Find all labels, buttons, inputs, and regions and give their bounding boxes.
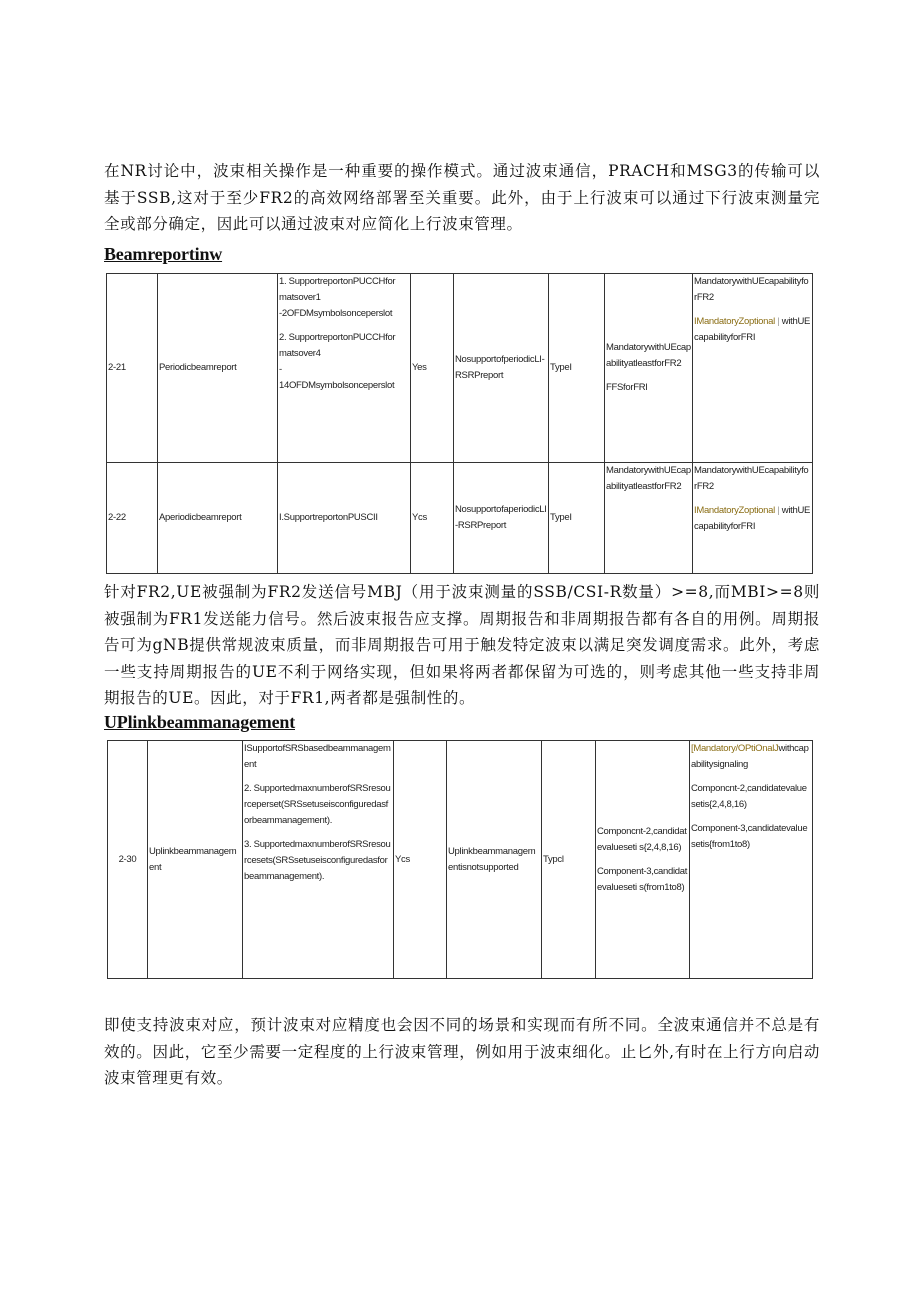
feature-name: Aperiodicbeamreport	[158, 463, 278, 574]
consequence-cell: NosupportofaperiodicLI-RSRPreport	[454, 463, 549, 574]
section-heading-uplink: UPlinkbeammanagement	[104, 712, 295, 732]
separator-bar: |	[777, 505, 780, 516]
mandatory-cell	[693, 274, 813, 463]
component-line: 14OFDMsymbolsonceperslot	[279, 380, 395, 391]
components-cell	[243, 741, 394, 979]
mandatory-optional-label: [Mandatory/OPtiOnalJ	[691, 743, 779, 754]
component-line: matsover1	[279, 292, 321, 303]
feature-name: Uplinkbeammanagement	[148, 741, 243, 979]
table-row	[107, 463, 813, 574]
mandatory-line: withUEcapabilityforFRI	[694, 505, 811, 532]
mandatory-optional-label: IMandatoryZoptional	[694, 505, 775, 516]
component-line: matsover4	[279, 348, 321, 359]
mandatory-line: withUEcapabilityforFRI	[694, 316, 811, 343]
component-line: ISupportofSRSbasedbeammanagement	[244, 743, 391, 770]
mandatory-optional-label: IMandatoryZoptional	[694, 316, 775, 327]
feature-name: Periodicbeamreport	[158, 274, 278, 463]
component-line: -2OFDMsymbolsonceperslot	[279, 308, 393, 319]
components-cell: I.SupportreportonPUSCII	[278, 463, 411, 574]
consequence-cell: Uplinkbeammanagementisnotsupported	[447, 741, 542, 979]
closing-paragraph: 即使支持波束对应，预计波束对应精度也会因不同的场景和实现而有所不同。全波束通信并不总是有效的。因此，它至少需要一定程度的上行波束管理，例如用于波束细化。止匕外,有时在上行方向启动波束管理更有效。	[104, 1016, 820, 1087]
separator-bar: |	[777, 316, 780, 327]
mandatory-line: withcapabilitysignaling	[691, 743, 809, 770]
type-cell: Typcl	[542, 741, 596, 979]
feature-index: 2-30	[108, 741, 148, 979]
mandatory-line: Componcnt-2,candidatevaluesetis{2,4,8,16)	[691, 783, 807, 810]
mandatory-cell	[690, 741, 813, 979]
fr-explanation-paragraph: 针对FR2,UE被强制为FR2发送信号MBJ（用于波束测量的SSB/CSI-R数量）>=8,而MBI>=8则被强制为FR1发送能力信号。然后波束报告应支撑。周期报告和非周期报告都有各自的用例。周期报告可为gNB提供常规波束质量，而非周期报告可用于触发特定波束以满足突发调度需求。此外，考虑一些支持周期报告的UE不利于网络实现，但如果将两者都保留为可选的，则考虑其他一些支持非周期报告的UE。因此，对于FR1,两者都是强制性的。	[104, 583, 820, 707]
type-cell: TypeI	[549, 274, 605, 463]
fr-cell	[605, 274, 693, 463]
type-cell: TypeI	[549, 463, 605, 574]
component-line: 2. SupportreportonPUCCHfor	[279, 332, 396, 343]
fr-line: Componcnt-2,candidatevalueseti s{2,4,8,16)	[597, 825, 687, 853]
prerequisite-cell: Ycs	[394, 741, 447, 979]
fr-cell	[596, 741, 690, 979]
component-line: -	[279, 364, 282, 375]
section-heading-beam-report: Beamreportinw	[104, 244, 223, 264]
uplink-beam-table	[107, 740, 813, 979]
feature-index: 2-21	[107, 274, 158, 463]
prerequisite-cell: Yes	[411, 274, 454, 463]
table-row	[108, 741, 813, 979]
mandatory-line: MandatorywithUEcapabilityforFR2	[694, 276, 809, 303]
mandatory-cell	[693, 463, 813, 574]
fr-line: MandatorywithUEcapabilityatleastforFR2	[606, 342, 691, 369]
mandatory-line: Component-3,candidatevaluesetis{from1to8)	[691, 823, 808, 850]
mandatory-line: MandatorywithUEcapabilityforFR2	[694, 465, 809, 492]
beam-report-table	[106, 273, 813, 574]
component-line: 1. SupportreportonPUCCHfor	[279, 276, 396, 287]
component-line: 3. SupportedmaxnumberofSRSresourcesets(SRSsetuseisconfiguredasforbeammanagement).	[244, 839, 391, 882]
component-line: 2. SupportedmaxnumberofSRSresourceperset(SRSsetuseisconfiguredasforbeammanagement).	[244, 783, 391, 826]
fr-line: FFSforFRI	[606, 382, 648, 393]
prerequisite-cell: Ycs	[411, 463, 454, 574]
consequence-cell: NosupportofperiodicLI-RSRPreport	[454, 274, 549, 463]
table-row	[107, 274, 813, 463]
fr-cell: MandatorywithUEcapabilityatleastforFR2	[605, 463, 693, 574]
intro-paragraph: 在NR讨论中，波束相关操作是一种重要的操作模式。通过波束通信，PRACH和MSG3的传输可以基于SSB,这对于至少FR2的高效网络部署至关重要。此外，由于上行波束可以通过下行波束测量完全或部分确定，因此可以通过波束对应简化上行波束管理。	[104, 162, 820, 233]
components-cell	[278, 274, 411, 463]
feature-index: 2-22	[107, 463, 158, 574]
fr-line: Component-3,candidatevalueseti s(from1to8)	[597, 865, 688, 893]
